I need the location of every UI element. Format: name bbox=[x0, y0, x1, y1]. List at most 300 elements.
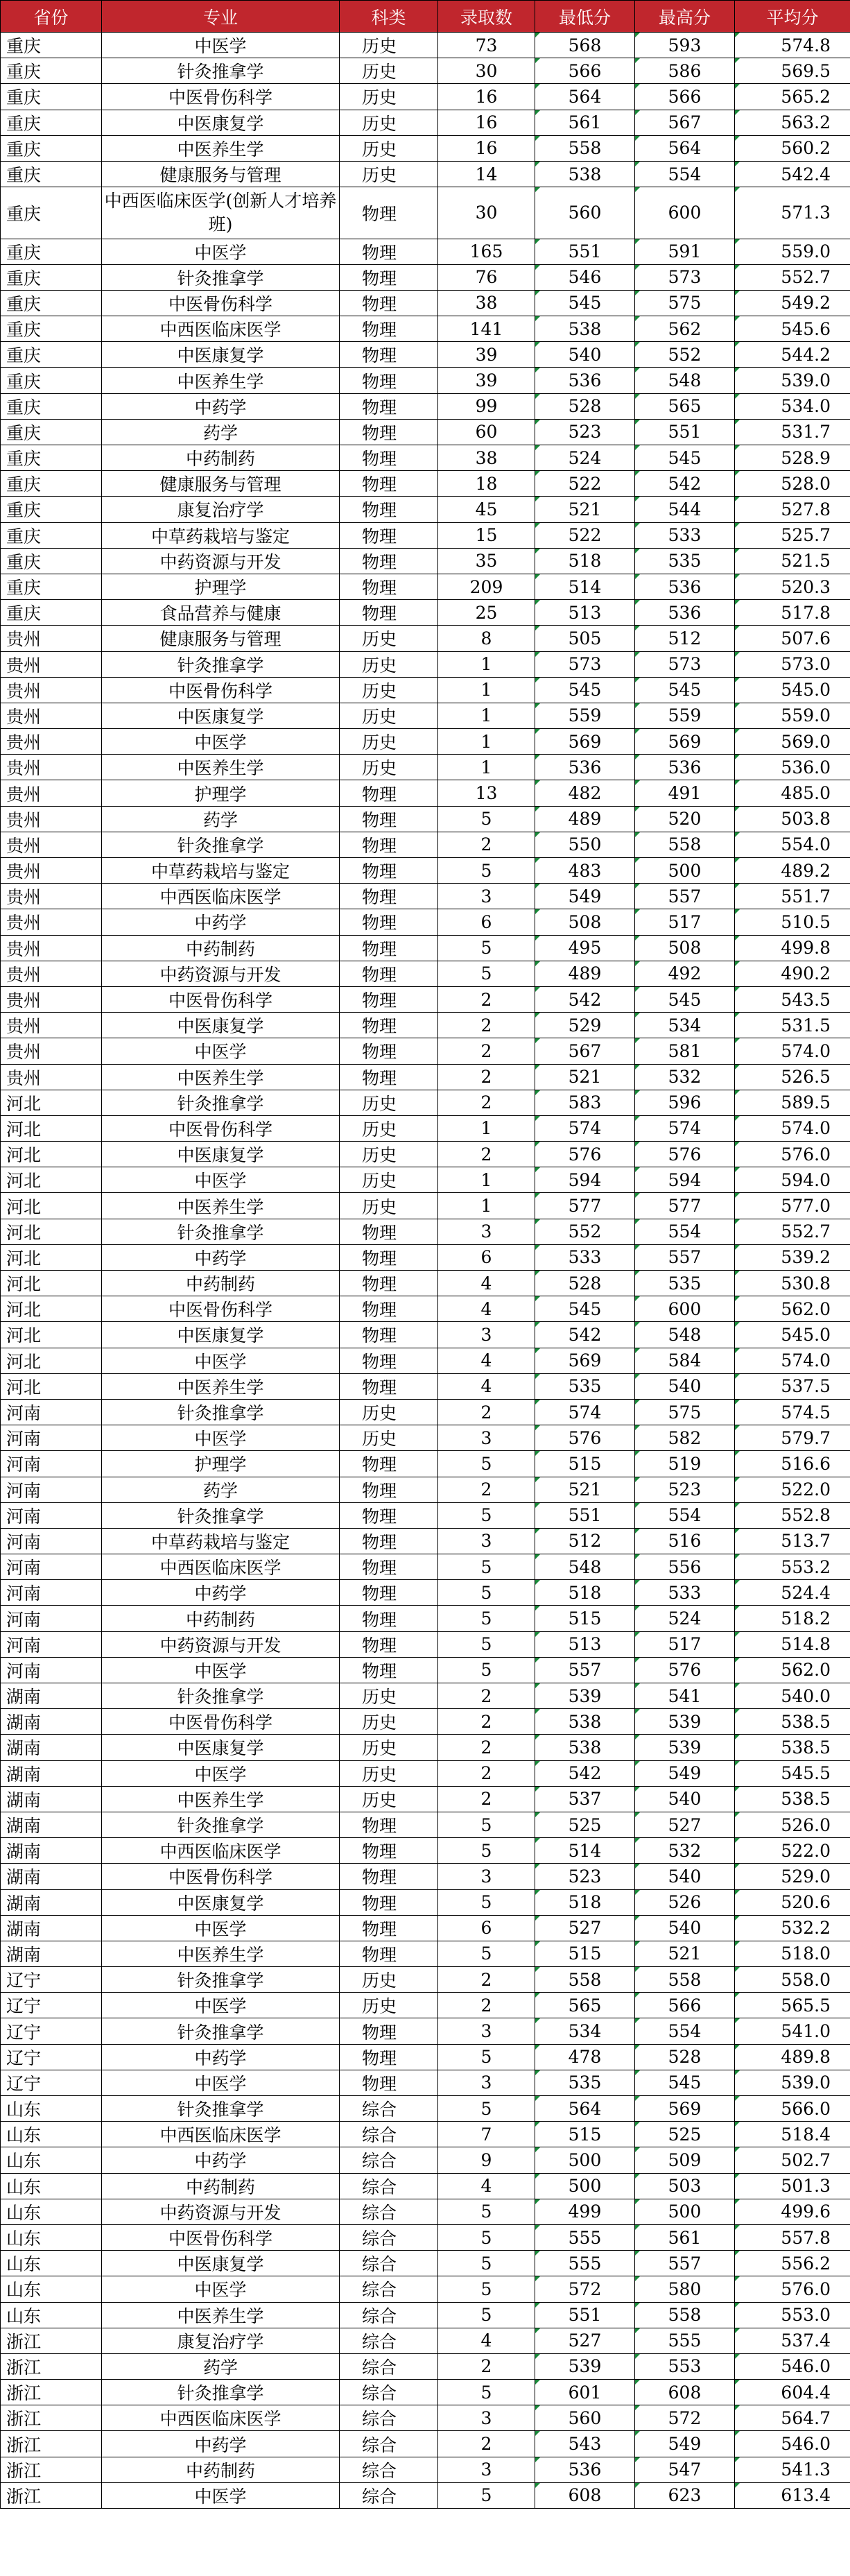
cell-province: 重庆 bbox=[1, 600, 102, 626]
cell-min-score: 550 bbox=[535, 832, 635, 857]
cell-min-score: 515 bbox=[535, 1941, 635, 1966]
cell-province: 浙江 bbox=[1, 2482, 102, 2508]
cell-min-score: 608 bbox=[535, 2482, 635, 2508]
cell-province: 重庆 bbox=[1, 419, 102, 445]
cell-min-score: 521 bbox=[535, 1477, 635, 1502]
table-row bbox=[1, 1606, 850, 1631]
cell-min-score: 557 bbox=[535, 1657, 635, 1683]
cell-admitted-count: 5 bbox=[438, 806, 535, 832]
cell-province: 重庆 bbox=[1, 187, 102, 239]
cell-major: 中医康复学 bbox=[102, 1735, 340, 1760]
cell-avg-score: 522.0 bbox=[735, 1477, 850, 1502]
cell-avg-score: 574.8 bbox=[735, 33, 850, 58]
cell-min-score: 514 bbox=[535, 1838, 635, 1864]
cell-subject: 综合 bbox=[340, 2276, 438, 2302]
cell-admitted-count: 5 bbox=[438, 961, 535, 986]
cell-avg-score: 579.7 bbox=[735, 1425, 850, 1451]
cell-min-score: 534 bbox=[535, 2018, 635, 2044]
cell-avg-score: 549.2 bbox=[735, 290, 850, 316]
cell-avg-score: 563.2 bbox=[735, 110, 850, 135]
cell-min-score: 522 bbox=[535, 522, 635, 548]
cell-min-score: 508 bbox=[535, 909, 635, 935]
cell-min-score: 521 bbox=[535, 1064, 635, 1090]
cell-subject: 物理 bbox=[340, 1322, 438, 1348]
cell-province: 河北 bbox=[1, 1115, 102, 1141]
cell-avg-score: 489.8 bbox=[735, 2044, 850, 2070]
cell-subject: 物理 bbox=[340, 1915, 438, 1941]
table-row bbox=[1, 1502, 850, 1528]
cell-min-score: 551 bbox=[535, 1502, 635, 1528]
cell-major: 中医学 bbox=[102, 1038, 340, 1064]
cell-max-score: 608 bbox=[635, 2380, 735, 2405]
cell-min-score: 527 bbox=[535, 2328, 635, 2353]
cell-max-score: 548 bbox=[635, 368, 735, 393]
cell-admitted-count: 38 bbox=[438, 290, 535, 316]
table-row bbox=[1, 626, 850, 651]
cell-admitted-count: 2 bbox=[438, 1709, 535, 1735]
cell-subject: 综合 bbox=[340, 2380, 438, 2405]
cell-admitted-count: 1 bbox=[438, 729, 535, 755]
cell-admitted-count: 25 bbox=[438, 600, 535, 626]
cell-max-score: 545 bbox=[635, 445, 735, 471]
cell-major: 针灸推拿学 bbox=[102, 832, 340, 857]
cell-max-score: 576 bbox=[635, 1657, 735, 1683]
cell-subject: 物理 bbox=[340, 1296, 438, 1322]
table-row bbox=[1, 2122, 850, 2147]
cell-admitted-count: 38 bbox=[438, 445, 535, 471]
cell-admitted-count: 60 bbox=[438, 419, 535, 445]
cell-admitted-count: 3 bbox=[438, 1219, 535, 1244]
cell-province: 湖南 bbox=[1, 1889, 102, 1915]
cell-admitted-count: 2 bbox=[438, 832, 535, 857]
cell-province: 重庆 bbox=[1, 264, 102, 290]
cell-max-score: 526 bbox=[635, 1889, 735, 1915]
cell-min-score: 551 bbox=[535, 239, 635, 264]
cell-major: 针灸推拿学 bbox=[102, 264, 340, 290]
table-row bbox=[1, 393, 850, 419]
cell-max-score: 582 bbox=[635, 1425, 735, 1451]
cell-major: 中药资源与开发 bbox=[102, 1631, 340, 1657]
cell-min-score: 489 bbox=[535, 806, 635, 832]
table-row bbox=[1, 1142, 850, 1167]
table-row bbox=[1, 522, 850, 548]
cell-major: 中药资源与开发 bbox=[102, 548, 340, 574]
cell-admitted-count: 13 bbox=[438, 780, 535, 806]
cell-min-score: 523 bbox=[535, 1864, 635, 1889]
cell-admitted-count: 4 bbox=[438, 1373, 535, 1399]
cell-admitted-count: 2 bbox=[438, 1064, 535, 1090]
cell-max-score: 500 bbox=[635, 858, 735, 884]
cell-major: 中医康复学 bbox=[102, 1322, 340, 1348]
table-row bbox=[1, 1296, 850, 1322]
cell-subject: 综合 bbox=[340, 2328, 438, 2353]
cell-admitted-count: 2 bbox=[438, 1399, 535, 1425]
cell-subject: 历史 bbox=[340, 1760, 438, 1786]
cell-province: 贵州 bbox=[1, 1038, 102, 1064]
cell-max-score: 541 bbox=[635, 1683, 735, 1709]
cell-province: 河北 bbox=[1, 1090, 102, 1115]
cell-province: 山东 bbox=[1, 2173, 102, 2199]
cell-admitted-count: 39 bbox=[438, 342, 535, 368]
cell-min-score: 518 bbox=[535, 1889, 635, 1915]
cell-subject: 综合 bbox=[340, 2405, 438, 2431]
cell-min-score: 527 bbox=[535, 1915, 635, 1941]
cell-subject: 物理 bbox=[340, 290, 438, 316]
cell-major: 中医养生学 bbox=[102, 1373, 340, 1399]
cell-major: 食品营养与健康 bbox=[102, 600, 340, 626]
cell-admitted-count: 6 bbox=[438, 909, 535, 935]
cell-avg-score: 565.2 bbox=[735, 84, 850, 110]
cell-major: 中草药栽培与鉴定 bbox=[102, 522, 340, 548]
table-row bbox=[1, 2353, 850, 2379]
cell-avg-score: 565.5 bbox=[735, 1993, 850, 2018]
cell-min-score: 536 bbox=[535, 755, 635, 780]
cell-max-score: 586 bbox=[635, 58, 735, 84]
cell-min-score: 539 bbox=[535, 2353, 635, 2379]
cell-admitted-count: 5 bbox=[438, 2199, 535, 2224]
table-row bbox=[1, 1167, 850, 1193]
cell-subject: 物理 bbox=[340, 1554, 438, 1580]
table-row bbox=[1, 2302, 850, 2328]
cell-min-score: 535 bbox=[535, 1373, 635, 1399]
cell-max-score: 558 bbox=[635, 1967, 735, 1993]
cell-subject: 历史 bbox=[340, 729, 438, 755]
table-row bbox=[1, 368, 850, 393]
cell-major: 中医养生学 bbox=[102, 1941, 340, 1966]
table-row bbox=[1, 110, 850, 135]
cell-admitted-count: 1 bbox=[438, 677, 535, 703]
table-row bbox=[1, 884, 850, 909]
table-row bbox=[1, 1193, 850, 1219]
table-header bbox=[1, 1, 850, 33]
cell-major: 中医学 bbox=[102, 1167, 340, 1193]
cell-max-score: 544 bbox=[635, 497, 735, 522]
cell-max-score: 508 bbox=[635, 935, 735, 961]
cell-province: 重庆 bbox=[1, 497, 102, 522]
cell-max-score: 553 bbox=[635, 2353, 735, 2379]
cell-major: 中西医临床医学 bbox=[102, 316, 340, 342]
cell-avg-score: 576.0 bbox=[735, 2276, 850, 2302]
cell-avg-score: 501.3 bbox=[735, 2173, 850, 2199]
cell-min-score: 522 bbox=[535, 471, 635, 497]
cell-max-score: 549 bbox=[635, 1760, 735, 1786]
cell-province: 浙江 bbox=[1, 2380, 102, 2405]
cell-province: 贵州 bbox=[1, 884, 102, 909]
cell-avg-score: 537.5 bbox=[735, 1373, 850, 1399]
table-row bbox=[1, 986, 850, 1012]
cell-province: 河南 bbox=[1, 1451, 102, 1477]
cell-province: 河南 bbox=[1, 1528, 102, 1554]
cell-subject: 物理 bbox=[340, 471, 438, 497]
cell-admitted-count: 5 bbox=[438, 1451, 535, 1477]
table-row bbox=[1, 1967, 850, 1993]
cell-province: 贵州 bbox=[1, 806, 102, 832]
cell-subject: 历史 bbox=[340, 84, 438, 110]
cell-min-score: 569 bbox=[535, 729, 635, 755]
table-row bbox=[1, 1838, 850, 1864]
cell-min-score: 483 bbox=[535, 858, 635, 884]
table-row bbox=[1, 1528, 850, 1554]
cell-min-score: 576 bbox=[535, 1425, 635, 1451]
cell-subject: 物理 bbox=[340, 1477, 438, 1502]
cell-province: 河南 bbox=[1, 1477, 102, 1502]
cell-major: 健康服务与管理 bbox=[102, 626, 340, 651]
cell-min-score: 518 bbox=[535, 548, 635, 574]
cell-subject: 物理 bbox=[340, 2070, 438, 2095]
cell-max-score: 566 bbox=[635, 84, 735, 110]
cell-province: 湖南 bbox=[1, 1735, 102, 1760]
cell-subject: 历史 bbox=[340, 677, 438, 703]
cell-max-score: 517 bbox=[635, 1631, 735, 1657]
cell-subject: 综合 bbox=[340, 2457, 438, 2482]
cell-major: 针灸推拿学 bbox=[102, 1090, 340, 1115]
table-row bbox=[1, 1348, 850, 1373]
cell-max-score: 569 bbox=[635, 2096, 735, 2122]
table-row bbox=[1, 806, 850, 832]
table-row bbox=[1, 2276, 850, 2302]
cell-admitted-count: 2 bbox=[438, 1142, 535, 1167]
table-row bbox=[1, 677, 850, 703]
table-row bbox=[1, 84, 850, 110]
cell-major: 健康服务与管理 bbox=[102, 161, 340, 187]
cell-min-score: 513 bbox=[535, 1631, 635, 1657]
table-row bbox=[1, 2096, 850, 2122]
cell-max-score: 542 bbox=[635, 471, 735, 497]
cell-admitted-count: 45 bbox=[438, 497, 535, 522]
table-row bbox=[1, 1090, 850, 1115]
table-row bbox=[1, 1786, 850, 1812]
cell-province: 重庆 bbox=[1, 574, 102, 599]
cell-avg-score: 534.0 bbox=[735, 393, 850, 419]
table-row bbox=[1, 858, 850, 884]
cell-major: 中医养生学 bbox=[102, 1193, 340, 1219]
cell-admitted-count: 30 bbox=[438, 187, 535, 239]
cell-avg-score: 526.5 bbox=[735, 1064, 850, 1090]
cell-major: 中药学 bbox=[102, 1580, 340, 1606]
cell-admitted-count: 2 bbox=[438, 1735, 535, 1760]
cell-max-score: 512 bbox=[635, 626, 735, 651]
cell-subject: 物理 bbox=[340, 497, 438, 522]
cell-admitted-count: 7 bbox=[438, 2122, 535, 2147]
table-row bbox=[1, 1244, 850, 1270]
cell-major: 中医骨伤科学 bbox=[102, 677, 340, 703]
cell-admitted-count: 5 bbox=[438, 2276, 535, 2302]
cell-avg-score: 545.0 bbox=[735, 1322, 850, 1348]
cell-min-score: 543 bbox=[535, 2431, 635, 2457]
cell-subject: 物理 bbox=[340, 1038, 438, 1064]
cell-subject: 综合 bbox=[340, 2173, 438, 2199]
cell-avg-score: 517.8 bbox=[735, 600, 850, 626]
cell-admitted-count: 5 bbox=[438, 1606, 535, 1631]
table-row bbox=[1, 316, 850, 342]
cell-province: 湖南 bbox=[1, 1709, 102, 1735]
cell-admitted-count: 3 bbox=[438, 1864, 535, 1889]
table-row bbox=[1, 1115, 850, 1141]
cell-subject: 历史 bbox=[340, 1709, 438, 1735]
table-row bbox=[1, 600, 850, 626]
cell-major: 中医学 bbox=[102, 1760, 340, 1786]
cell-subject: 综合 bbox=[340, 2251, 438, 2276]
cell-province: 河南 bbox=[1, 1425, 102, 1451]
cell-province: 贵州 bbox=[1, 909, 102, 935]
cell-avg-score: 539.0 bbox=[735, 2070, 850, 2095]
cell-min-score: 515 bbox=[535, 1451, 635, 1477]
header-min-score: 最低分 bbox=[535, 1, 635, 33]
cell-province: 山东 bbox=[1, 2276, 102, 2302]
cell-max-score: 577 bbox=[635, 1193, 735, 1219]
cell-subject: 物理 bbox=[340, 1244, 438, 1270]
cell-major: 中医养生学 bbox=[102, 1786, 340, 1812]
cell-min-score: 594 bbox=[535, 1167, 635, 1193]
cell-min-score: 564 bbox=[535, 2096, 635, 2122]
cell-min-score: 489 bbox=[535, 961, 635, 986]
table-row bbox=[1, 1915, 850, 1941]
cell-max-score: 593 bbox=[635, 33, 735, 58]
cell-subject: 历史 bbox=[340, 1115, 438, 1141]
cell-subject: 综合 bbox=[340, 2431, 438, 2457]
cell-min-score: 561 bbox=[535, 110, 635, 135]
table-row bbox=[1, 1889, 850, 1915]
cell-subject: 历史 bbox=[340, 33, 438, 58]
cell-major: 中医学 bbox=[102, 2070, 340, 2095]
cell-province: 重庆 bbox=[1, 58, 102, 84]
cell-avg-score: 513.7 bbox=[735, 1528, 850, 1554]
cell-max-score: 509 bbox=[635, 2147, 735, 2173]
cell-subject: 历史 bbox=[340, 1786, 438, 1812]
table-row bbox=[1, 1657, 850, 1683]
cell-min-score: 558 bbox=[535, 135, 635, 161]
cell-max-score: 525 bbox=[635, 2122, 735, 2147]
cell-admitted-count: 3 bbox=[438, 1425, 535, 1451]
cell-subject: 物理 bbox=[340, 1348, 438, 1373]
cell-province: 贵州 bbox=[1, 986, 102, 1012]
cell-province: 重庆 bbox=[1, 342, 102, 368]
cell-avg-score: 553.0 bbox=[735, 2302, 850, 2328]
cell-max-score: 532 bbox=[635, 1838, 735, 1864]
cell-subject: 综合 bbox=[340, 2224, 438, 2250]
cell-avg-score: 566.0 bbox=[735, 2096, 850, 2122]
table-row bbox=[1, 2251, 850, 2276]
cell-avg-score: 545.0 bbox=[735, 677, 850, 703]
cell-major: 中医养生学 bbox=[102, 1064, 340, 1090]
cell-admitted-count: 14 bbox=[438, 161, 535, 187]
cell-max-score: 491 bbox=[635, 780, 735, 806]
cell-subject: 历史 bbox=[340, 1142, 438, 1167]
cell-subject: 物理 bbox=[340, 832, 438, 857]
cell-subject: 物理 bbox=[340, 1451, 438, 1477]
cell-admitted-count: 3 bbox=[438, 1322, 535, 1348]
cell-min-score: 576 bbox=[535, 1142, 635, 1167]
cell-admitted-count: 5 bbox=[438, 1812, 535, 1837]
cell-province: 贵州 bbox=[1, 677, 102, 703]
cell-max-score: 545 bbox=[635, 2070, 735, 2095]
cell-major: 中药学 bbox=[102, 2044, 340, 2070]
cell-subject: 物理 bbox=[340, 1528, 438, 1554]
table-row bbox=[1, 832, 850, 857]
table-row bbox=[1, 2431, 850, 2457]
cell-major: 中药制药 bbox=[102, 445, 340, 471]
cell-max-score: 539 bbox=[635, 1735, 735, 1760]
cell-province: 贵州 bbox=[1, 780, 102, 806]
cell-major: 针灸推拿学 bbox=[102, 2018, 340, 2044]
cell-subject: 综合 bbox=[340, 2302, 438, 2328]
cell-major: 中药制药 bbox=[102, 2173, 340, 2199]
cell-avg-score: 525.7 bbox=[735, 522, 850, 548]
cell-min-score: 538 bbox=[535, 1709, 635, 1735]
cell-avg-score: 574.5 bbox=[735, 1399, 850, 1425]
cell-max-score: 564 bbox=[635, 135, 735, 161]
table-row bbox=[1, 1271, 850, 1296]
cell-admitted-count: 2 bbox=[438, 986, 535, 1012]
cell-max-score: 574 bbox=[635, 1115, 735, 1141]
cell-province: 河北 bbox=[1, 1167, 102, 1193]
header-province: 省份 bbox=[1, 1, 102, 33]
cell-admitted-count: 5 bbox=[438, 1657, 535, 1683]
cell-subject: 综合 bbox=[340, 2147, 438, 2173]
cell-avg-score: 562.0 bbox=[735, 1296, 850, 1322]
table-row bbox=[1, 135, 850, 161]
table-row bbox=[1, 419, 850, 445]
cell-admitted-count: 8 bbox=[438, 626, 535, 651]
table-row bbox=[1, 2018, 850, 2044]
cell-min-score: 538 bbox=[535, 1735, 635, 1760]
table-row bbox=[1, 909, 850, 935]
cell-admitted-count: 5 bbox=[438, 858, 535, 884]
cell-major: 中医养生学 bbox=[102, 135, 340, 161]
cell-min-score: 500 bbox=[535, 2147, 635, 2173]
table-row bbox=[1, 2405, 850, 2431]
cell-major: 中西医临床医学 bbox=[102, 1554, 340, 1580]
cell-min-score: 524 bbox=[535, 445, 635, 471]
cell-major: 中医学 bbox=[102, 1915, 340, 1941]
cell-max-score: 523 bbox=[635, 1477, 735, 1502]
cell-admitted-count: 4 bbox=[438, 1296, 535, 1322]
cell-subject: 物理 bbox=[340, 264, 438, 290]
cell-avg-score: 552.7 bbox=[735, 1219, 850, 1244]
cell-province: 贵州 bbox=[1, 729, 102, 755]
cell-subject: 综合 bbox=[340, 2096, 438, 2122]
cell-subject: 历史 bbox=[340, 1399, 438, 1425]
cell-avg-score: 520.3 bbox=[735, 574, 850, 599]
table-row bbox=[1, 961, 850, 986]
cell-max-score: 594 bbox=[635, 1167, 735, 1193]
cell-avg-score: 531.5 bbox=[735, 1013, 850, 1038]
cell-admitted-count: 16 bbox=[438, 84, 535, 110]
table-row bbox=[1, 33, 850, 58]
cell-admitted-count: 2 bbox=[438, 1683, 535, 1709]
cell-admitted-count: 3 bbox=[438, 2457, 535, 2482]
cell-min-score: 512 bbox=[535, 1528, 635, 1554]
cell-province: 山东 bbox=[1, 2224, 102, 2250]
cell-avg-score: 528.0 bbox=[735, 471, 850, 497]
cell-major: 中药学 bbox=[102, 909, 340, 935]
cell-max-score: 554 bbox=[635, 1219, 735, 1244]
cell-province: 山东 bbox=[1, 2096, 102, 2122]
cell-province: 河南 bbox=[1, 1657, 102, 1683]
cell-max-score: 540 bbox=[635, 1786, 735, 1812]
cell-max-score: 519 bbox=[635, 1451, 735, 1477]
cell-province: 重庆 bbox=[1, 135, 102, 161]
cell-max-score: 533 bbox=[635, 1580, 735, 1606]
cell-province: 重庆 bbox=[1, 393, 102, 419]
cell-avg-score: 546.0 bbox=[735, 2431, 850, 2457]
cell-subject: 历史 bbox=[340, 1735, 438, 1760]
cell-max-score: 555 bbox=[635, 2328, 735, 2353]
cell-admitted-count: 5 bbox=[438, 2044, 535, 2070]
cell-province: 河南 bbox=[1, 1399, 102, 1425]
cell-subject: 历史 bbox=[340, 1167, 438, 1193]
cell-max-score: 527 bbox=[635, 1812, 735, 1837]
